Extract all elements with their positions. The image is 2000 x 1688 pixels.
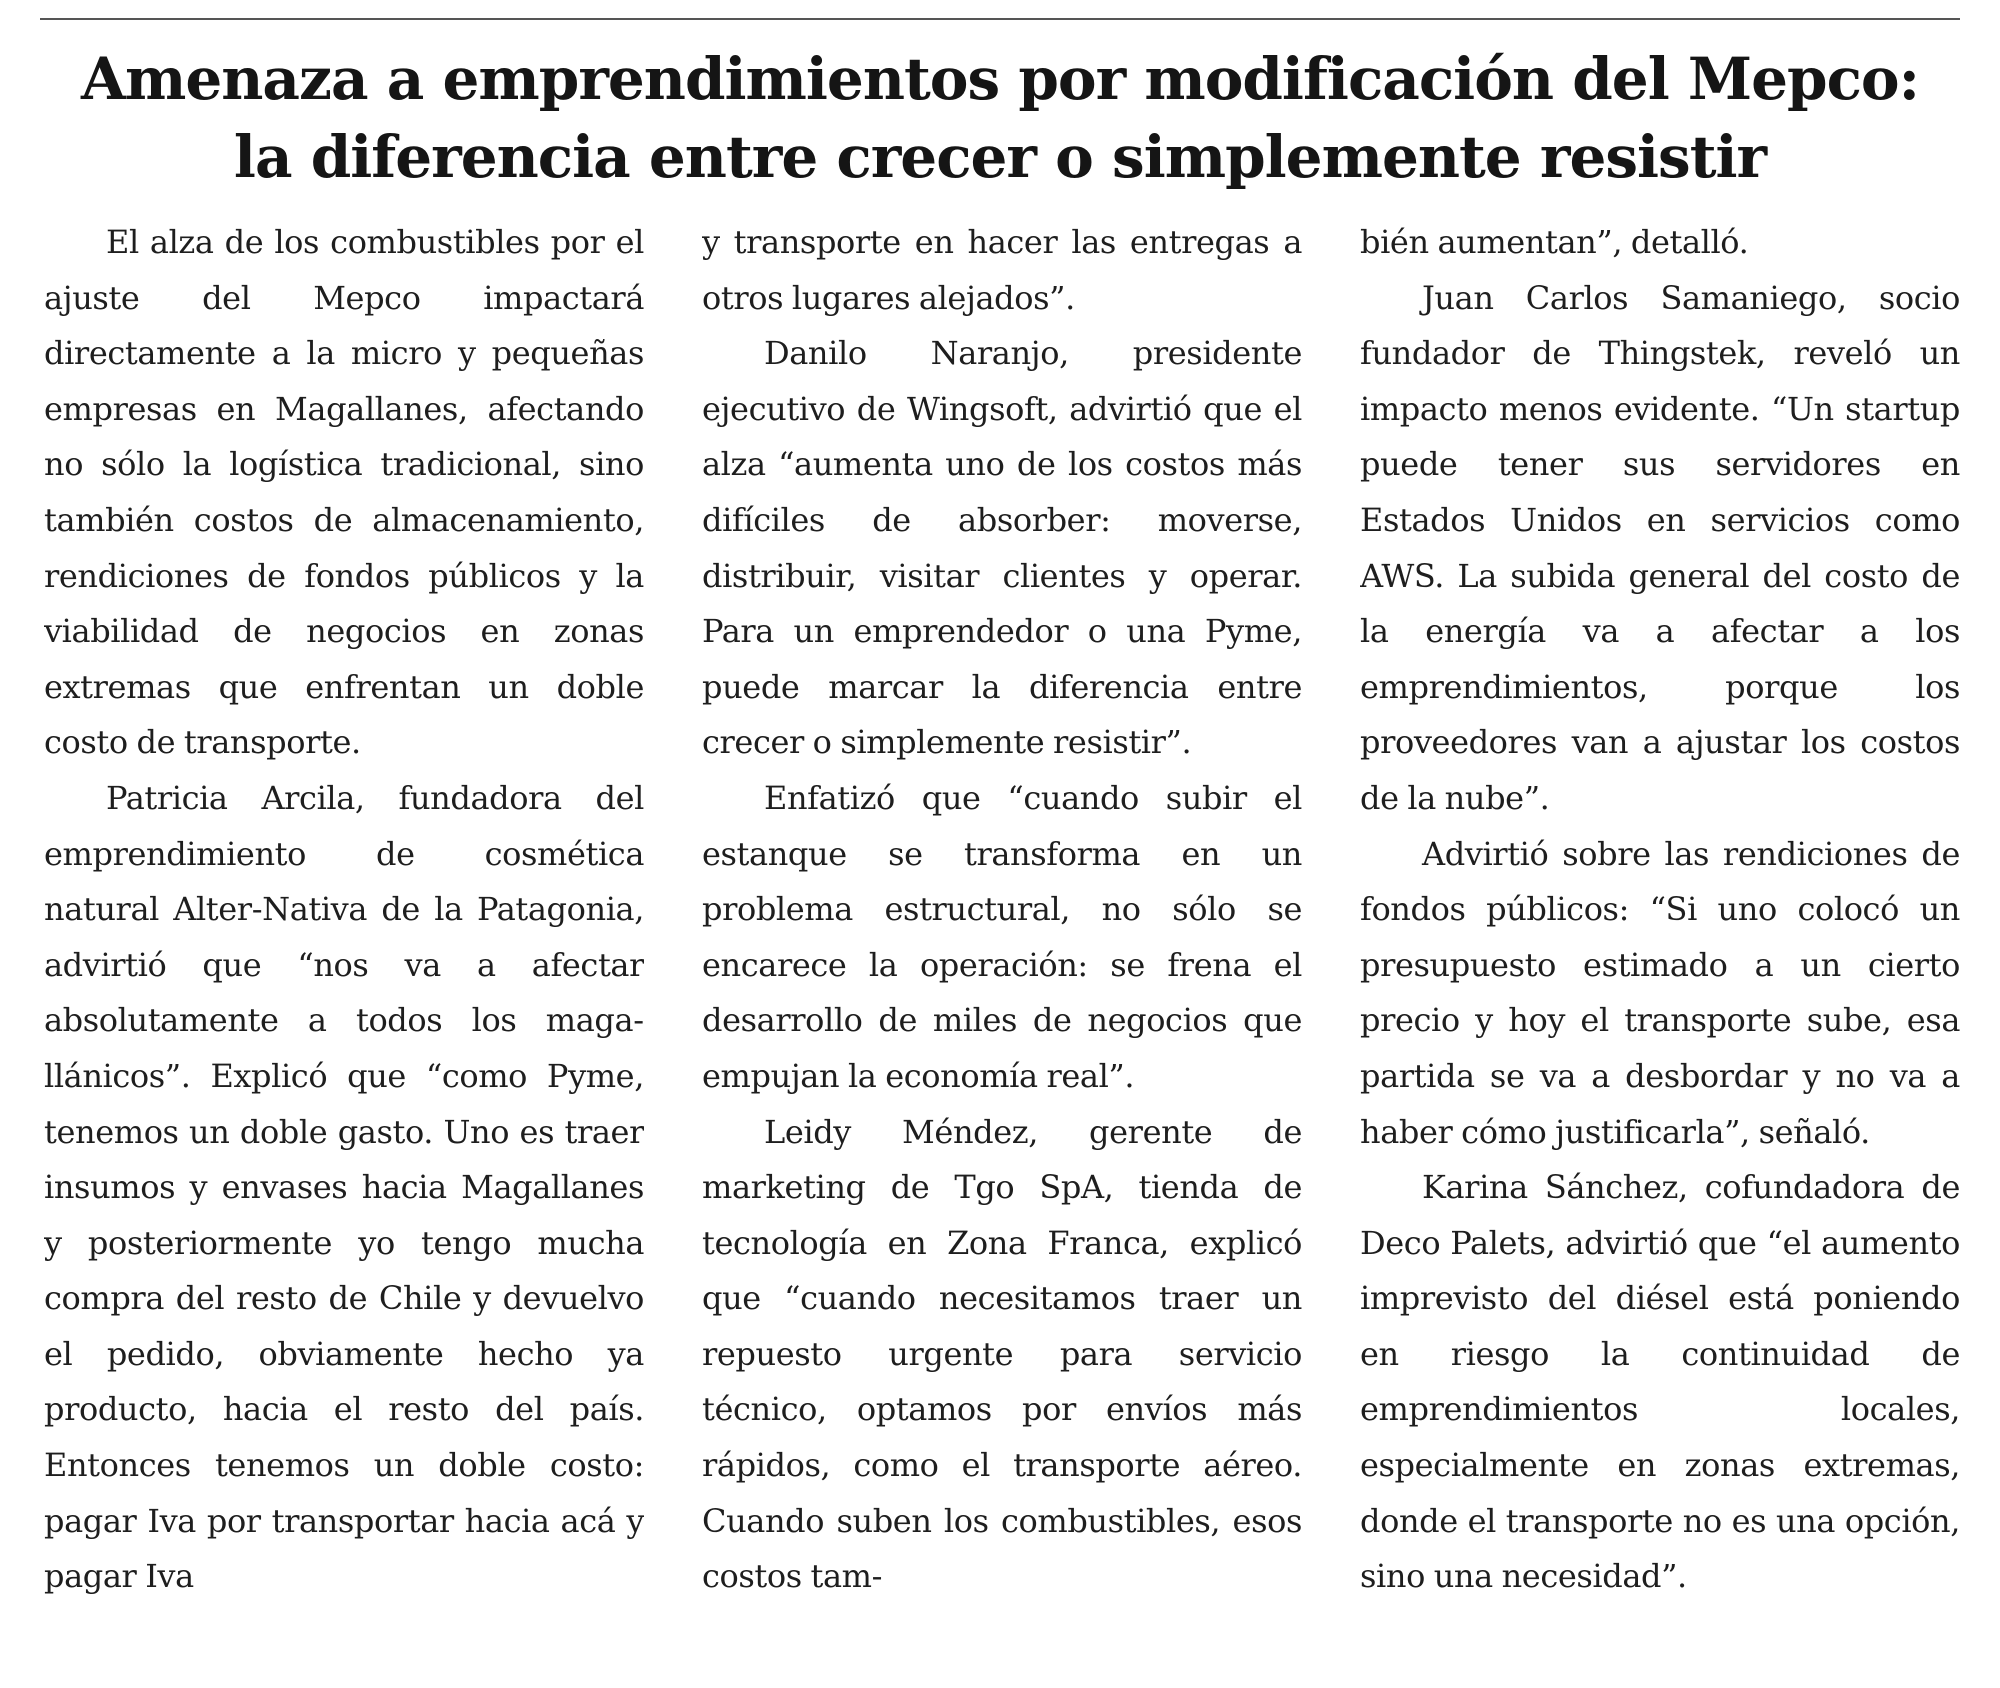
paragraph-continuation: y transporte en hacer las entregas a otros lugares alejados”.: [702, 223, 1302, 317]
article-headline: [40, 40, 1960, 196]
column-3: [1360, 215, 1960, 1675]
headline-line-1: Amenaza a emprendimientos por modificación del Mepco:: [80, 45, 1919, 113]
article-body: [44, 215, 1960, 1675]
paragraph: Juan Carlos Samaniego, socio fundador de Thingstek, reveló un impacto menos evidente. “Un startup puede tener sus servidores en Estados Unidos en servicios como AWS. La subida general del costo de la energía va a afectar a los emprendimientos, porque los proveedores van a ajustar los costos de la nube”.: [1360, 278, 1960, 817]
paragraph: Enfatizó que “cuando subir el estanque se transforma en un problema estructural, no sólo se encarece la operación: se frena el desarrollo de miles de negocios que empujan la economía real”.: [702, 778, 1302, 1095]
column-2: [702, 215, 1302, 1675]
top-rule-divider: [40, 18, 1960, 20]
paragraph: Leidy Méndez, gerente de marketing de Tgo SpA, tienda de tecnología en Zona Franca, explicó que “cuando necesitamos traer un repuesto urgente para servicio técnico, optamos por envíos más rápidos, como el transporte aéreo. Cuando suben los combustibles, esos costos tam-: [702, 1112, 1302, 1596]
paragraph-continuation: bién aumentan”, detalló.: [1360, 223, 1749, 261]
headline-line-2: la diferencia entre crecer o simplemente resistir: [233, 123, 1767, 191]
paragraph: Advirtió sobre las rendiciones de fondos públicos: “Si uno colocó un presupuesto estimado a un cierto precio y hoy el transporte sube, esa partida se va a desbordar y no va a haber cómo justificarla”, señaló.: [1360, 834, 1960, 1151]
paragraph: Karina Sánchez, cofundadora de Deco Palets, advirtió que “el aumento imprevisto del diésel está poniendo en riesgo la continuidad de emprendimientos locales, especialmente en zonas extremas, donde el transporte no es una opción, sino una necesidad”.: [1360, 1168, 1960, 1596]
paragraph: El alza de los combustibles por el ajuste del Mepco impactará directamente a la micro y pequeñas empresas en Magallanes, afectando no sólo la logística tradicional, sino también costos de almacenamiento, rendiciones de fondos públicos y la viabilidad de negocios en zonas extremas que enfrentan un doble costo de transporte.: [44, 223, 644, 762]
column-1: [44, 215, 644, 1675]
paragraph: Danilo Naranjo, presidente ejecutivo de Wingsoft, advirtió que el alza “aumenta uno de los costos más difíciles de absorber: moverse, distribuir, visitar clientes y operar. Para un emprendedor o una Pyme, puede marcar la diferencia entre crecer o simplemente resistir”.: [702, 334, 1302, 762]
paragraph: Patricia Arcila, fundadora del emprendimiento de cosmética natural Alter-Nativa de la Patagonia, advirtió que “nos va a afectar absolutamente a todos los magallánicos”. Explicó que “como Pyme, tenemos un doble gasto. Uno es traer insumos y envases hacia Magallanes y posteriormente yo tengo mucha compra del resto de Chile y devuelvo el pedido, obviamente hecho ya producto, hacia el resto del país. Entonces tenemos un doble costo: pagar Iva por transportar hacia acá y pagar Iva: [44, 778, 644, 1596]
